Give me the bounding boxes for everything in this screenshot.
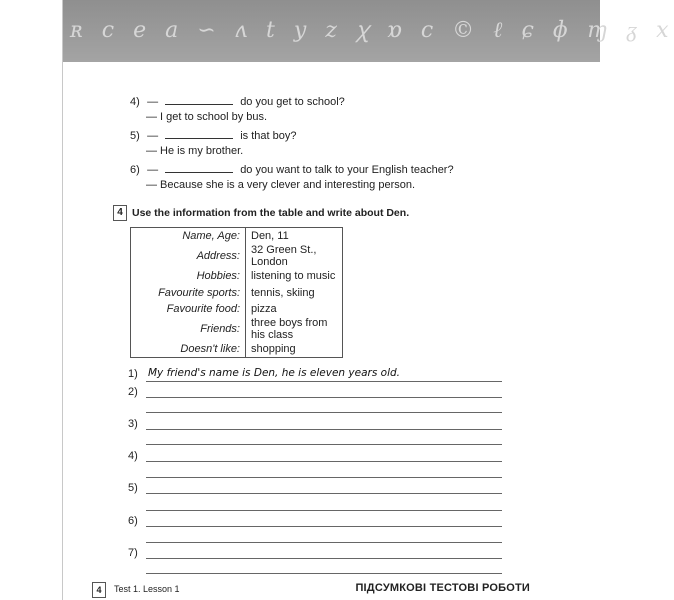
table-value: three boys from his class — [251, 317, 328, 342]
writing-line[interactable] — [146, 526, 502, 527]
table-value: shopping — [251, 343, 296, 356]
table-label: Address: — [131, 244, 246, 268]
line-number: 6) — [128, 515, 138, 527]
question-text: do you get to school? — [240, 96, 345, 108]
dash: — — [147, 164, 159, 176]
footer — [62, 582, 600, 598]
table-value: pizza — [251, 303, 277, 316]
table-row — [131, 341, 343, 358]
question-number: 6) — [130, 164, 140, 176]
table-row — [131, 285, 343, 301]
writing-line[interactable] — [146, 573, 502, 574]
footer-title: ПІДСУМКОВІ ТЕСТОВІ РОБОТИ — [355, 582, 530, 594]
writing-line[interactable] — [146, 558, 502, 559]
table-label: Doesn't like: — [131, 341, 246, 358]
table-value: 32 Green St., London — [251, 244, 317, 269]
table-label: Name, Age: — [131, 228, 246, 245]
table-label: Hobbies: — [131, 268, 246, 284]
answer-text: — He is my brother. — [146, 145, 244, 157]
dash: — — [147, 96, 159, 108]
task-header — [113, 205, 409, 221]
line-number: 4) — [128, 450, 138, 462]
table-row — [131, 228, 343, 245]
table-value: Den, 11 — [251, 230, 289, 243]
answer-blank[interactable] — [165, 128, 233, 139]
example-handwritten-answer: My friend's name is Den, he is eleven years old. — [148, 367, 400, 379]
table-row — [131, 301, 343, 317]
line-number: 1) — [128, 368, 138, 380]
table-row — [131, 244, 343, 268]
answer-blank[interactable] — [165, 162, 233, 173]
writing-line[interactable] — [146, 493, 502, 494]
table-value: listening to music — [251, 270, 336, 283]
writing-line[interactable] — [146, 510, 502, 511]
table-label: Friends: — [131, 317, 246, 341]
writing-line[interactable] — [146, 542, 502, 543]
question-6 — [130, 162, 454, 193]
line-number: 7) — [128, 547, 138, 559]
table-label: Favourite sports: — [131, 285, 246, 301]
writing-line[interactable] — [146, 444, 502, 445]
task-instruction: Use the information from the table and write about Den. — [132, 207, 410, 219]
line-number: 3) — [128, 418, 138, 430]
task-number: 4 — [113, 205, 127, 221]
writing-line[interactable] — [146, 397, 502, 398]
line-number: 5) — [128, 482, 138, 494]
page-margin-line — [62, 0, 63, 600]
table-row — [131, 268, 343, 284]
dash: — — [147, 130, 159, 142]
info-table — [130, 227, 343, 358]
writing-line[interactable] — [146, 381, 502, 382]
question-4 — [130, 94, 345, 125]
answer-blank[interactable] — [165, 94, 233, 105]
question-number: 4) — [130, 96, 140, 108]
writing-line[interactable] — [146, 412, 502, 413]
question-text: is that boy? — [240, 130, 297, 142]
table-label: Favourite food: — [131, 301, 246, 317]
question-5 — [130, 128, 296, 159]
footer-lesson: Test 1. Lesson 1 — [114, 584, 180, 594]
writing-line[interactable] — [146, 477, 502, 478]
writing-line[interactable] — [146, 429, 502, 430]
table-value: tennis, skiing — [251, 286, 315, 299]
question-number: 5) — [130, 130, 140, 142]
header-decorative-letters: ʀ c e a ∽ ʌ t y z ꭓ ɒ c © ℓ ɕ ɸ ɱ ᵹ x — [70, 18, 674, 43]
question-text: do you want to talk to your English teacher? — [240, 164, 454, 176]
answer-text: — Because she is a very clever and interesting person. — [146, 179, 416, 191]
answer-text: — I get to school by bus. — [146, 111, 268, 123]
table-row — [131, 317, 343, 341]
page-number: 4 — [92, 582, 106, 598]
writing-line[interactable] — [146, 461, 502, 462]
line-number: 2) — [128, 386, 138, 398]
